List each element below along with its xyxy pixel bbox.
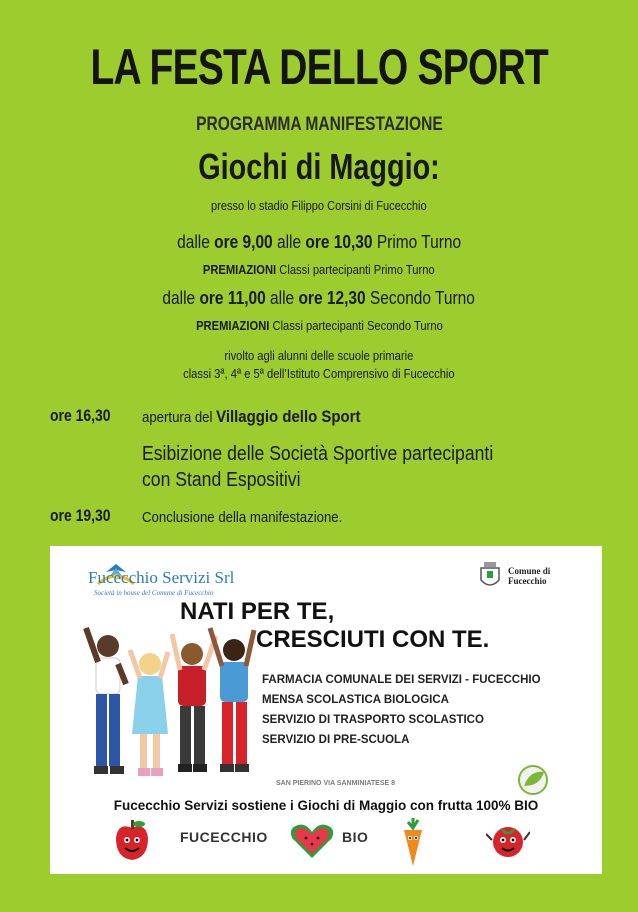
organic-leaf-icon	[516, 764, 550, 796]
turn-one-time: dalle ore 9,00 alle ore 10,30 Primo Turno	[176, 232, 462, 252]
apple-mascot-icon	[112, 818, 152, 862]
venue-text: presso lo stadio Filippo Corsini di Fucecchio	[211, 198, 427, 213]
poster-title: LA FESTA DELLO SPORT	[90, 39, 548, 95]
bio-fruit-statement: Fucecchio Servizi sostiene i Giochi di Maggio con frutta 100% BIO	[113, 798, 539, 813]
tomato-mascot-icon	[486, 818, 530, 862]
poster-subtitle: PROGRAMMA MANIFESTAZIONE	[195, 114, 443, 135]
company-tagline: Società in house del Comune di Fucecchio	[94, 589, 214, 597]
banner-address: SAN PIERINO VIA SANMINIATESE 8	[276, 780, 396, 787]
service-item: MENSA SCOLASTICA BIOLOGICA	[262, 694, 449, 706]
bio-brand-left: FUCECCHIO	[180, 829, 268, 845]
municipal-crest-icon	[478, 560, 502, 590]
children-jumping-illustration	[80, 614, 260, 794]
sponsor-banner	[50, 546, 602, 874]
service-item: SERVIZIO DI TRASPORTO SCOLASTICO	[262, 714, 484, 726]
municipality-label: Comune di Fucecchio	[508, 566, 551, 586]
turn-two-time: dalle ore 11,00 alle ore 12,30 Secondo Turno	[162, 288, 476, 308]
services-list	[262, 670, 541, 750]
carrot-mascot-icon	[398, 816, 428, 870]
turn-two-awards: PREMIAZIONI Classi partecipanti Secondo Turno	[195, 318, 443, 333]
company-name: Fucecchio Servizi Srl	[88, 568, 235, 587]
service-item: SERVIZIO DI PRE-SCUOLA	[262, 734, 410, 746]
service-item: FARMACIA COMUNALE DEI SERVIZI - FUCECCHIO	[262, 674, 541, 686]
event-heading: Giochi di Maggio:	[198, 146, 440, 187]
bio-brand-right: BIO	[342, 829, 369, 845]
audience-line-one: rivolto agli alunni delle scuole primarie	[224, 348, 414, 363]
audience-line-two: classi 3ª, 4ª e 5ª dell’Istituto Comprensivo di Fucecchio	[183, 366, 455, 381]
banner-slogan: NATI PER TE, CRESCIUTI CON TE.	[180, 598, 490, 653]
turn-one-awards: PREMIAZIONI Classi partecipanti Primo Turno	[203, 262, 435, 277]
exhibition-text: Esibizione delle Società Sportive partecipanti con Stand Espositivi	[142, 443, 494, 491]
watermelon-heart-icon	[288, 822, 336, 860]
